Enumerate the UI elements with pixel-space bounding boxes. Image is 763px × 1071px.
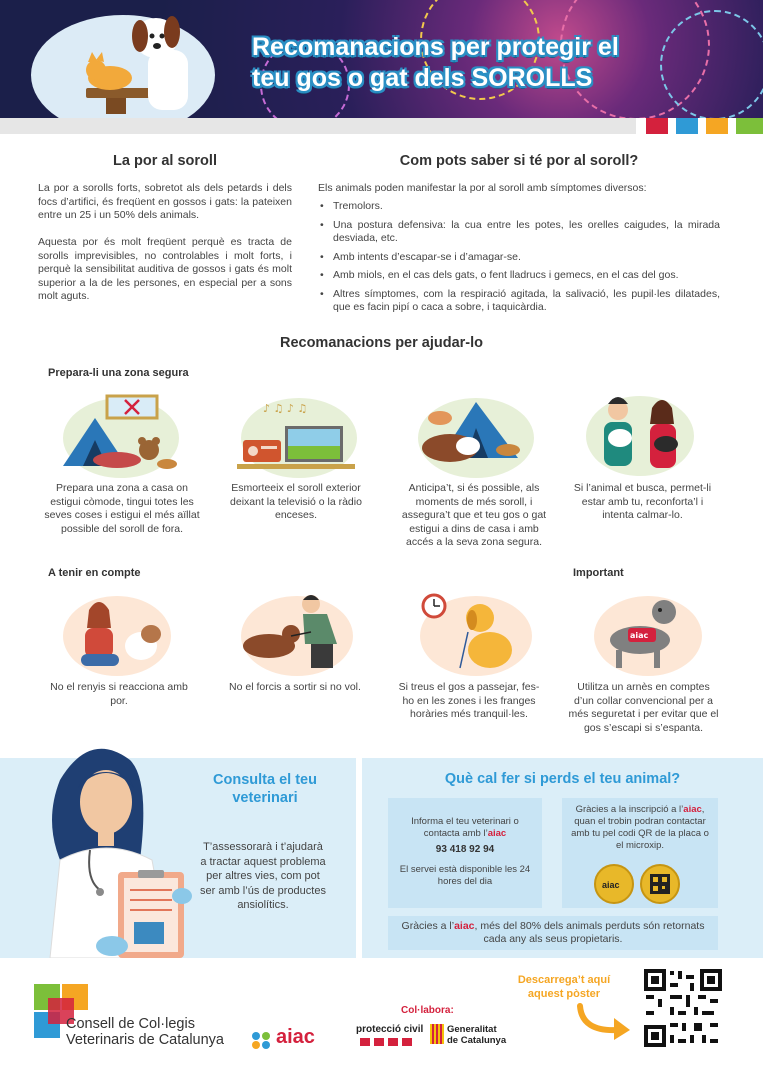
vet-panel [0,758,356,958]
generalitat-flag-icon [430,1024,444,1044]
fear-paragraph-1: La por a sorolls forts, sobretot als dels petards i dels focs d’artifici, és freqüent en gossos i gats: la pateixen entre un 25 i un 50% dels animals. [38,182,292,221]
registration-card [562,798,718,908]
aiac-brand-text: aiac [487,828,507,839]
tip-no-scold: No el renyis si reacciona amb por. [50,681,188,707]
section-title-recommendations: Recomanacions per ajudar-lo [279,335,484,351]
generalitat-line2: de Catalunya [447,1035,507,1046]
contact-card [388,798,542,908]
tip-quiet-walk: Si treus el gos a passejar, fes-ho en les zones i les franges horàries més tranquil·les. [398,681,540,720]
return-stat-suffix: , més del 80% dels animals perduts són retornats cada any als seus propietaris. [474,920,705,945]
page-title-line1: Recomanacions per protegir el [252,33,619,61]
color-square-red [646,118,668,134]
vet-panel-title [190,771,340,807]
download-label-line2: aquest pòster [527,988,601,1000]
list-item: • Amb intents d’escapar-se i d’amagar-se. [318,251,720,265]
symptoms-lead: Els animals poden manifestar la por al soroll amb símptomes diversos: [318,182,647,194]
color-square-orange [706,118,728,134]
aiac-brand-text: aiac [683,804,702,815]
woman-with-dog-icon [55,588,181,678]
page-title [252,32,752,94]
svg-text:aiac: aiac [630,631,649,640]
ccvc-name-line2: Veterinaris de Catalunya [66,1032,224,1048]
return-stat-prefix: Gràcies a l’ [401,920,455,932]
tip-safe-zone: Prepara una zona a casa on estigui còmode, tingui totes les seves coses i estigui el més aïllat possible del soroll de fora. [44,482,200,535]
vet-panel-title-line2: veterinari [232,790,298,806]
dog-clock-icon [410,588,536,678]
registration-card-prefix: Gràcies a la inscripció a l’ [575,804,684,815]
tip-no-force: No el forcis a sortir si no vol. [229,681,361,693]
return-stat-text [394,920,712,946]
tag-aiac-label: aiac [602,880,620,890]
ccvc-name-line1: Consell de Col·legis [66,1016,195,1032]
color-square-green [736,118,763,134]
contact-card-text [396,816,534,840]
svg-text:♪ ♫ ♪ ♫: ♪ ♫ ♪ ♫ [263,402,308,415]
collabora-label: Col·labora: [401,1005,454,1016]
list-item: • Tremolors. [318,200,720,214]
list-item: • Una postura defensiva: la cua entre les potes, les orelles caigudes, la mirada desviada, etc. [318,219,720,246]
dog-harness-icon [588,588,714,678]
header-banner [0,0,763,118]
subhead-safe-zone: Prepara-li una zona segura [48,367,189,379]
download-label [504,973,624,1001]
download-qr-code[interactable] [642,967,724,1049]
vet-panel-text: T’assessorarà i t’ajudarà a tractar aquest problema per altres vies, com pot ser amb l’ús de productes ansiolítics. [200,841,326,911]
page-title-line2: teu gos o gat dels SOROLLS [252,64,593,92]
section-title-symptoms: Com pots saber si té por al soroll? [399,153,639,169]
subhead-important: Important [573,567,624,579]
color-square-blue [676,118,698,134]
section-title-fear: La por al soroll [113,153,217,169]
pets-in-tent-icon [410,388,536,478]
generalitat-logo [447,1024,506,1046]
contact-card-label: Informa el teu veterinari o contacta amb l’ [411,816,519,839]
fear-paragraph-2: Aquesta por és molt freqüent perquè es tracta de sorolls imprevisibles, no controlables i molt forts, i perquè la sensibilitat auditiva de gossos i gats és molt superior a la de les persones, en especial per a sons molt aguts. [38,236,292,302]
dog-and-cat-illustration [28,0,228,118]
lost-panel-title: Què cal fer si perds el teu animal? [444,771,681,787]
lost-animal-panel [362,758,763,958]
arrow-right-icon [574,1002,634,1042]
list-item: • Amb miols, en el cas dels gats, o fent lladrucs i gemecs, en el cas del gos. [318,269,720,283]
aiac-logo-text: aiac [276,1026,315,1048]
phone-number[interactable]: 93 418 92 94 [435,844,495,855]
tip-anticipate: Anticipa’t, si és possible, als moments de més soroll, i assegura’t que et teu gos o gat estigui a dins de casa i amb accés a la seva zona segura. [401,482,547,548]
vet-panel-title-line1: Consulta el teu [213,772,317,788]
aiac-logo-icon [250,1030,274,1050]
tip-harness: Utilitza un arnès en comptes d’un collar convencional per a més seguretat i per evitar que el gos s’escapi si s’espanta. [568,681,719,734]
subhead-keep-in-mind: A tenir en compte [48,567,141,579]
proteccio-civil-stripes-icon [360,1038,420,1046]
return-stat-banner [388,916,718,950]
veterinarian-illustration [30,740,200,958]
list-item: • Altres símptomes, com la respiració agitada, la salivació, les pupil·les dilatades, que es facin pipí o caca a sobre, i taquicàrdia. [318,288,720,315]
proteccio-civil-logo: protecció civil [356,1024,424,1035]
symptoms-list [318,200,720,320]
ccvc-name [66,1016,224,1048]
man-pulling-dog-icon [233,588,359,678]
download-label-line1: Descarrega’t aquí [517,974,611,986]
owners-holding-pets-icon [580,388,706,478]
aiac-brand-text: aiac [454,920,475,932]
tip-tv-radio: Esmorteeix el soroll exterior deixant la televisió o la ràdio enceses. [230,482,362,521]
registration-card-text [568,804,712,852]
tip-comfort: Si l’animal et busca, permet-li estar amb tu, reconforta’l i intenta calmar-lo. [573,482,712,521]
tent-safe-zone-icon [55,388,181,478]
generalitat-line1: Generalitat [447,1024,497,1035]
tv-radio-icon [233,388,359,478]
registration-card-suffix: , quan el trobin podran contactar amb tu pel codi QR de la placa o el microxip. [571,804,709,851]
header-bar [0,118,636,134]
availability-text: El servei està disponible les 24 hores del dia [399,864,531,887]
